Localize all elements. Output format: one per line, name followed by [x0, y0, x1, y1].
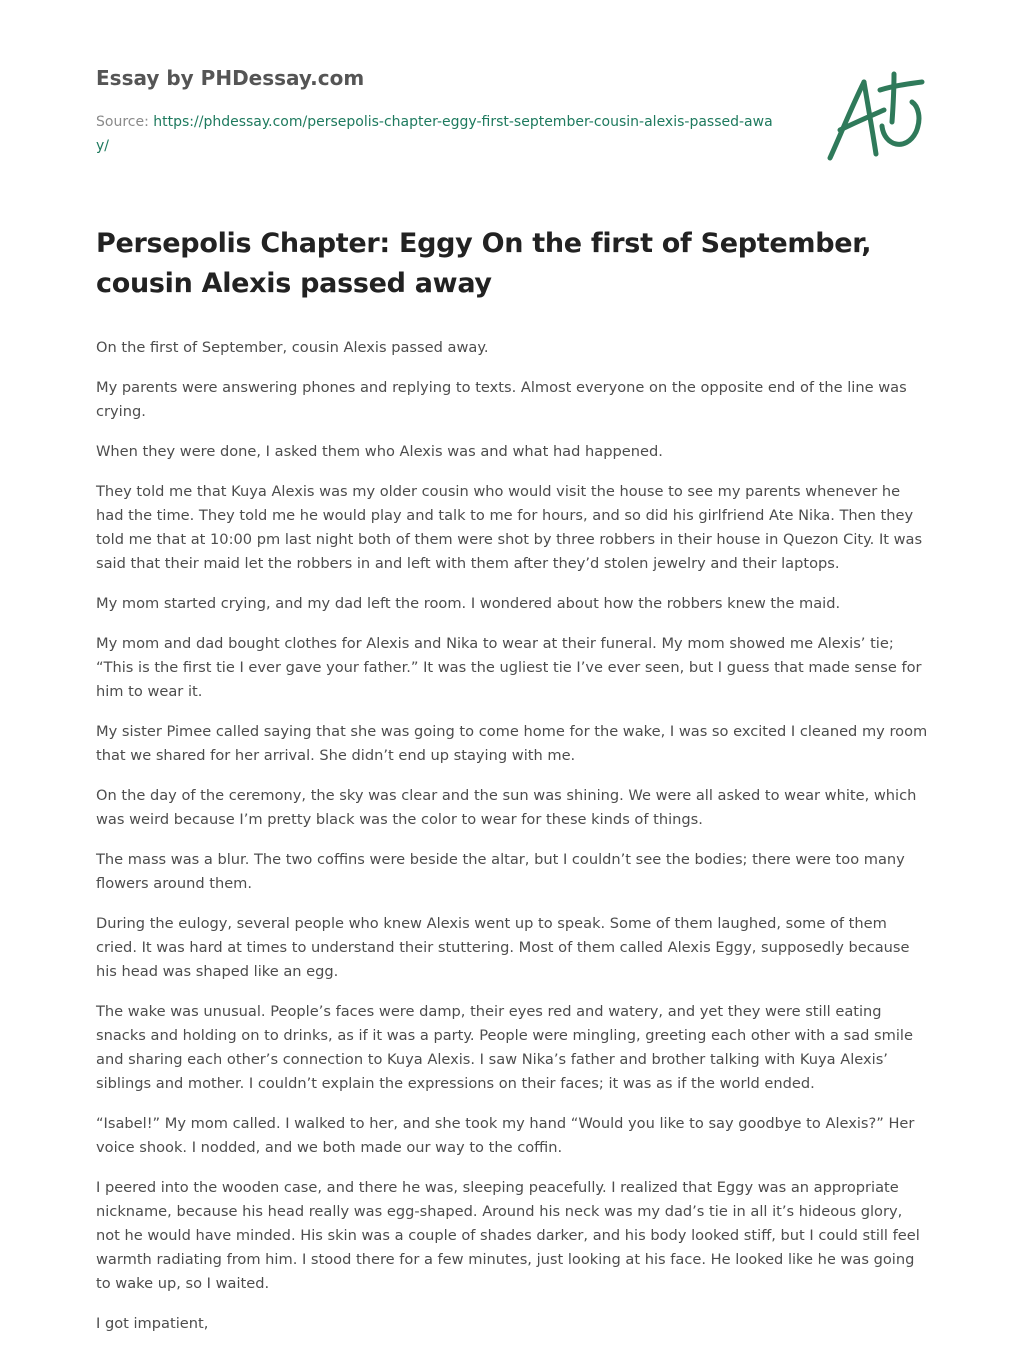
a-plus-logo-icon: [822, 66, 930, 166]
paragraph: My sister Pimee called saying that she was going to come home for the wake, I was so excited I cleaned my room that we shared for her arrival. She didn’t end up staying with me.: [96, 723, 928, 764]
source-label: Source:: [96, 114, 154, 130]
paragraph: I got impatient,: [96, 1315, 209, 1332]
site-header: [96, 62, 776, 158]
source-link[interactable]: https://phdessay.com/persepolis-chapter-eggy-first-september-cousin-alexis-passed-away/: [96, 114, 773, 154]
paragraph: They told me that Kuya Alexis was my older cousin who would visit the house to see my parents whenever he had the time. They told me he would play and talk to me for hours, and so did his girlfriend Ate Nika. Then they told me that at 10:00 pm last night both of them were shot by three robbers in their house in Quezon City. It was said that their maid let the robbers in and left with them after they’d stolen jewelry and their laptops.: [96, 483, 923, 572]
paragraph: My mom started crying, and my dad left the room. I wondered about how the robbers knew the maid.: [96, 595, 841, 612]
paragraph: On the first of September, cousin Alexis passed away.: [96, 339, 489, 356]
paragraph: On the day of the ceremony, the sky was clear and the sun was shining. We were all asked to wear white, which was weird because I’m pretty black was the color to wear for these kinds of things.: [96, 787, 917, 828]
paragraph: My mom and dad bought clothes for Alexis and Nika to wear at their funeral. My mom showed me Alexis’ tie; “This is the first tie I ever gave your father.” It was the ugliest tie I’ve ever seen, but I guess that made sense for him to wear it.: [96, 635, 922, 700]
paragraph: “Isabel!” My mom called. I walked to her, and she took my hand “Would you like to say goodbye to Alexis?” Her voice shook. I nodded, and we both made our way to the coffin.: [96, 1115, 915, 1156]
article-title: Persepolis Chapter: Eggy On the first of September, cousin Alexis passed away: [96, 228, 872, 299]
paragraph: The wake was unusual. People’s faces were damp, their eyes red and watery, and yet they were still eating snacks and holding on to drinks, as if it was a party. People were mingling, greeting each other with a sad smile and sharing each other’s connection to Kuya Alexis. I saw Nika’s father and brother talking with Kuya Alexis’ siblings and mother. I couldn’t explain the expressions on their faces; it was as if the world ended.: [96, 1003, 913, 1092]
paragraph: During the eulogy, several people who knew Alexis went up to speak. Some of them laughed, some of them cried. It was hard at times to understand their stuttering. Most of them called Alexis Eggy, supposedly because his head was shaped like an egg.: [96, 915, 910, 980]
paragraph: When they were done, I asked them who Alexis was and what had happened.: [96, 443, 663, 460]
article: [96, 224, 928, 1352]
paragraph: The mass was a blur. The two coffins were beside the altar, but I couldn’t see the bodies; there were too many flowers around them.: [96, 851, 905, 892]
source-line: [96, 110, 776, 158]
paragraph: My parents were answering phones and replying to texts. Almost everyone on the opposite end of the line was crying.: [96, 379, 907, 420]
paragraph: I peered into the wooden case, and there he was, sleeping peacefully. I realized that Eggy was an appropriate nickname, because his head really was egg-shaped. Around his neck was my dad’s tie in all it’s hideous glory, not he would have minded. His skin was a couple of shades darker, and his body looked stiff, but I could still feel warmth radiating from him. I stood there for a few minutes, just looking at his face. He looked like he was going to wake up, so I waited.: [96, 1179, 920, 1292]
site-title: Essay by PHDessay.com: [96, 66, 365, 90]
